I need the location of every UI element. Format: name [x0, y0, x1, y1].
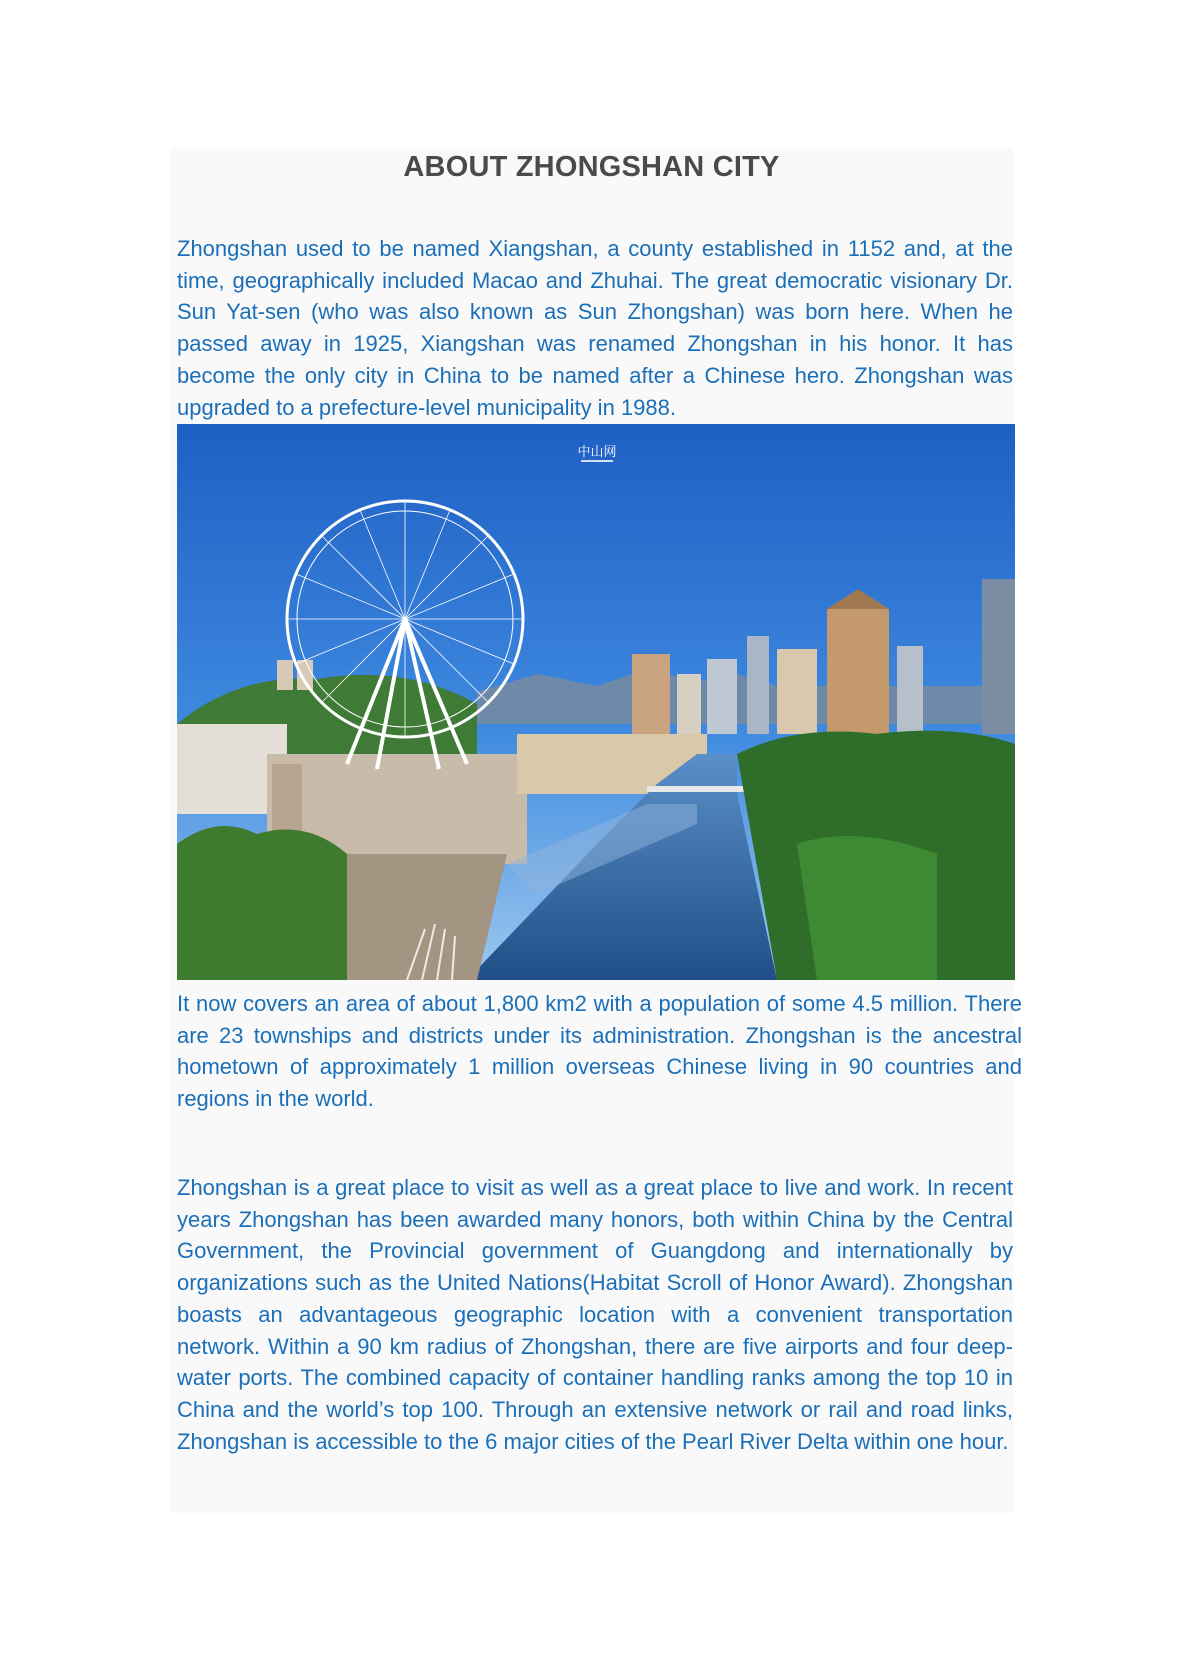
visit-live-work-paragraph: Zhongshan is a great place to visit as well as a great place to live and work. In recent years Zhongshan has been awarded many honors, both within China by the Central Government, the Provincial government of Guangdong and internationally by organizations such as the United Nations(Habitat Scroll of Honor Award). Zhongshan boasts an advantageous geographic location with a convenient transportation network. Within a 90 km radius of Zhongshan, there are five airports and four deep-water ports. The combined capacity of container handling ranks among the top 10 in China and the world’s top 100. Through an extensive network or rail and road links, Zhongshan is accessible to the 6 major cities of the Pearl River Delta within one hour. — [177, 1175, 1013, 1454]
city-photo — [177, 424, 1015, 980]
page-title: ABOUT ZHONGSHAN CITY — [403, 151, 780, 183]
watermark-logo: 中山网 — [577, 445, 617, 460]
intro-paragraph: Zhongshan used to be named Xiangshan, a county established in 1152 and, at the time, geographically included Macao and Zhuhai. The great democratic visionary Dr. Sun Yat-sen (who was also known as Sun Zhongshan) was born here. When he passed away in 1925, Xiangshan was renamed Zhongshan in his honor. It has become the only city in China to be named after a Chinese hero. Zhongshan was upgraded to a prefecture-level municipality in 1988. — [177, 236, 1013, 420]
area-population-paragraph: It now covers an area of about 1,800 km2 with a population of some 4.5 million. There are 23 townships and districts under its administration. Zhongshan is the ancestral hometown of approximately 1 million overseas Chinese living in 90 countries and regions in the world. — [177, 991, 1022, 1112]
